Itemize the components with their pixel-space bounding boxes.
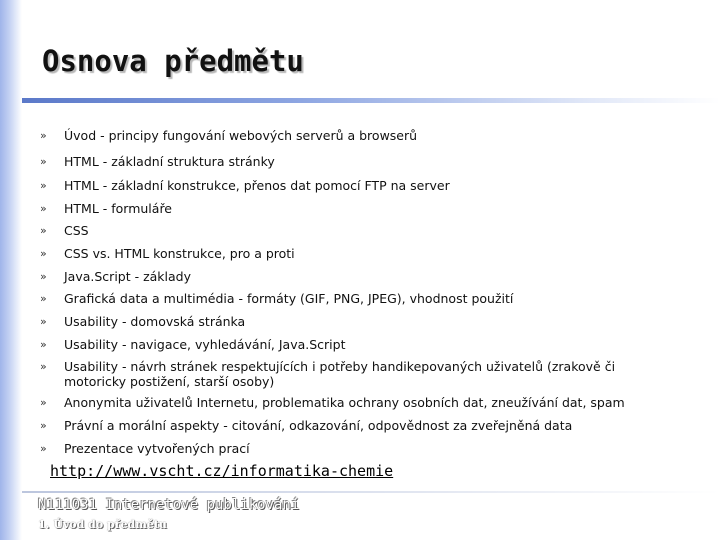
list-item-text: Usability - návrh stránek respektujících i potřeby handikepovaných uživatelů (zrakově či motoricky postižení, starší osoby)	[64, 359, 616, 389]
list-item-text: Úvod - principy fungování webových serverů a browserů	[64, 128, 418, 143]
list-item-text: CSS vs. HTML konstrukce, pro a proti	[64, 246, 295, 261]
bullet-icon: »	[40, 338, 47, 351]
footer-divider	[22, 491, 720, 493]
list-item	[40, 441, 680, 456]
left-gradient-band	[0, 0, 22, 540]
list-item-text: Anonymita uživatelů Internetu, problematika ochrany osobních dat, zneužívání dat, spam	[64, 395, 625, 410]
bullet-icon: »	[40, 396, 47, 409]
list-item	[40, 223, 680, 238]
course-link[interactable]: http://www.vscht.cz/informatika-chemie	[50, 462, 394, 480]
bullet-icon: »	[40, 270, 47, 283]
bullet-icon: »	[40, 360, 47, 373]
footer-course-title: N111031 Internetové publikování	[38, 497, 300, 513]
footer-lesson-title: 1. Úvod do předmětu	[38, 518, 167, 531]
bullet-icon: »	[40, 247, 47, 260]
list-item-text: CSS	[64, 223, 89, 238]
list-item	[40, 395, 680, 410]
list-item	[40, 291, 680, 306]
list-item	[40, 418, 680, 433]
bullet-icon: »	[40, 155, 47, 168]
bullet-icon: »	[40, 442, 47, 455]
list-item	[40, 246, 680, 261]
list-item-text: HTML - základní struktura stránky	[64, 154, 275, 169]
list-item	[40, 178, 680, 193]
list-item-text: Usability - navigace, vyhledávání, Java.Script	[64, 337, 346, 352]
list-item-text: Právní a morální aspekty - citování, odkazování, odpovědnost za zveřejněná data	[64, 418, 573, 433]
title-divider	[22, 98, 720, 103]
slide-title: Osnova předmětu	[42, 44, 304, 78]
list-item-text: Grafická data a multimédia - formáty (GIF, PNG, JPEG), vhodnost použití	[64, 291, 514, 306]
list-item-text: Usability - domovská stránka	[64, 314, 246, 329]
list-item	[40, 337, 680, 352]
list-item-text: HTML - základní konstrukce, přenos dat pomocí FTP na server	[64, 178, 450, 193]
list-item	[40, 359, 680, 389]
bullet-icon: »	[40, 202, 47, 215]
bullet-icon: »	[40, 129, 47, 142]
list-item	[40, 154, 680, 169]
bullet-icon: »	[40, 292, 47, 305]
bullet-icon: »	[40, 224, 47, 237]
bullet-icon: »	[40, 419, 47, 432]
list-item-text: Prezentace vytvořených prací	[64, 441, 250, 456]
list-item	[40, 269, 680, 284]
list-item	[40, 314, 680, 329]
list-item-text: HTML - formuláře	[64, 201, 172, 216]
list-item-text: Java.Script - základy	[64, 269, 192, 284]
bullet-icon: »	[40, 179, 47, 192]
list-item	[40, 128, 680, 143]
bullet-icon: »	[40, 315, 47, 328]
list-item	[40, 201, 680, 216]
